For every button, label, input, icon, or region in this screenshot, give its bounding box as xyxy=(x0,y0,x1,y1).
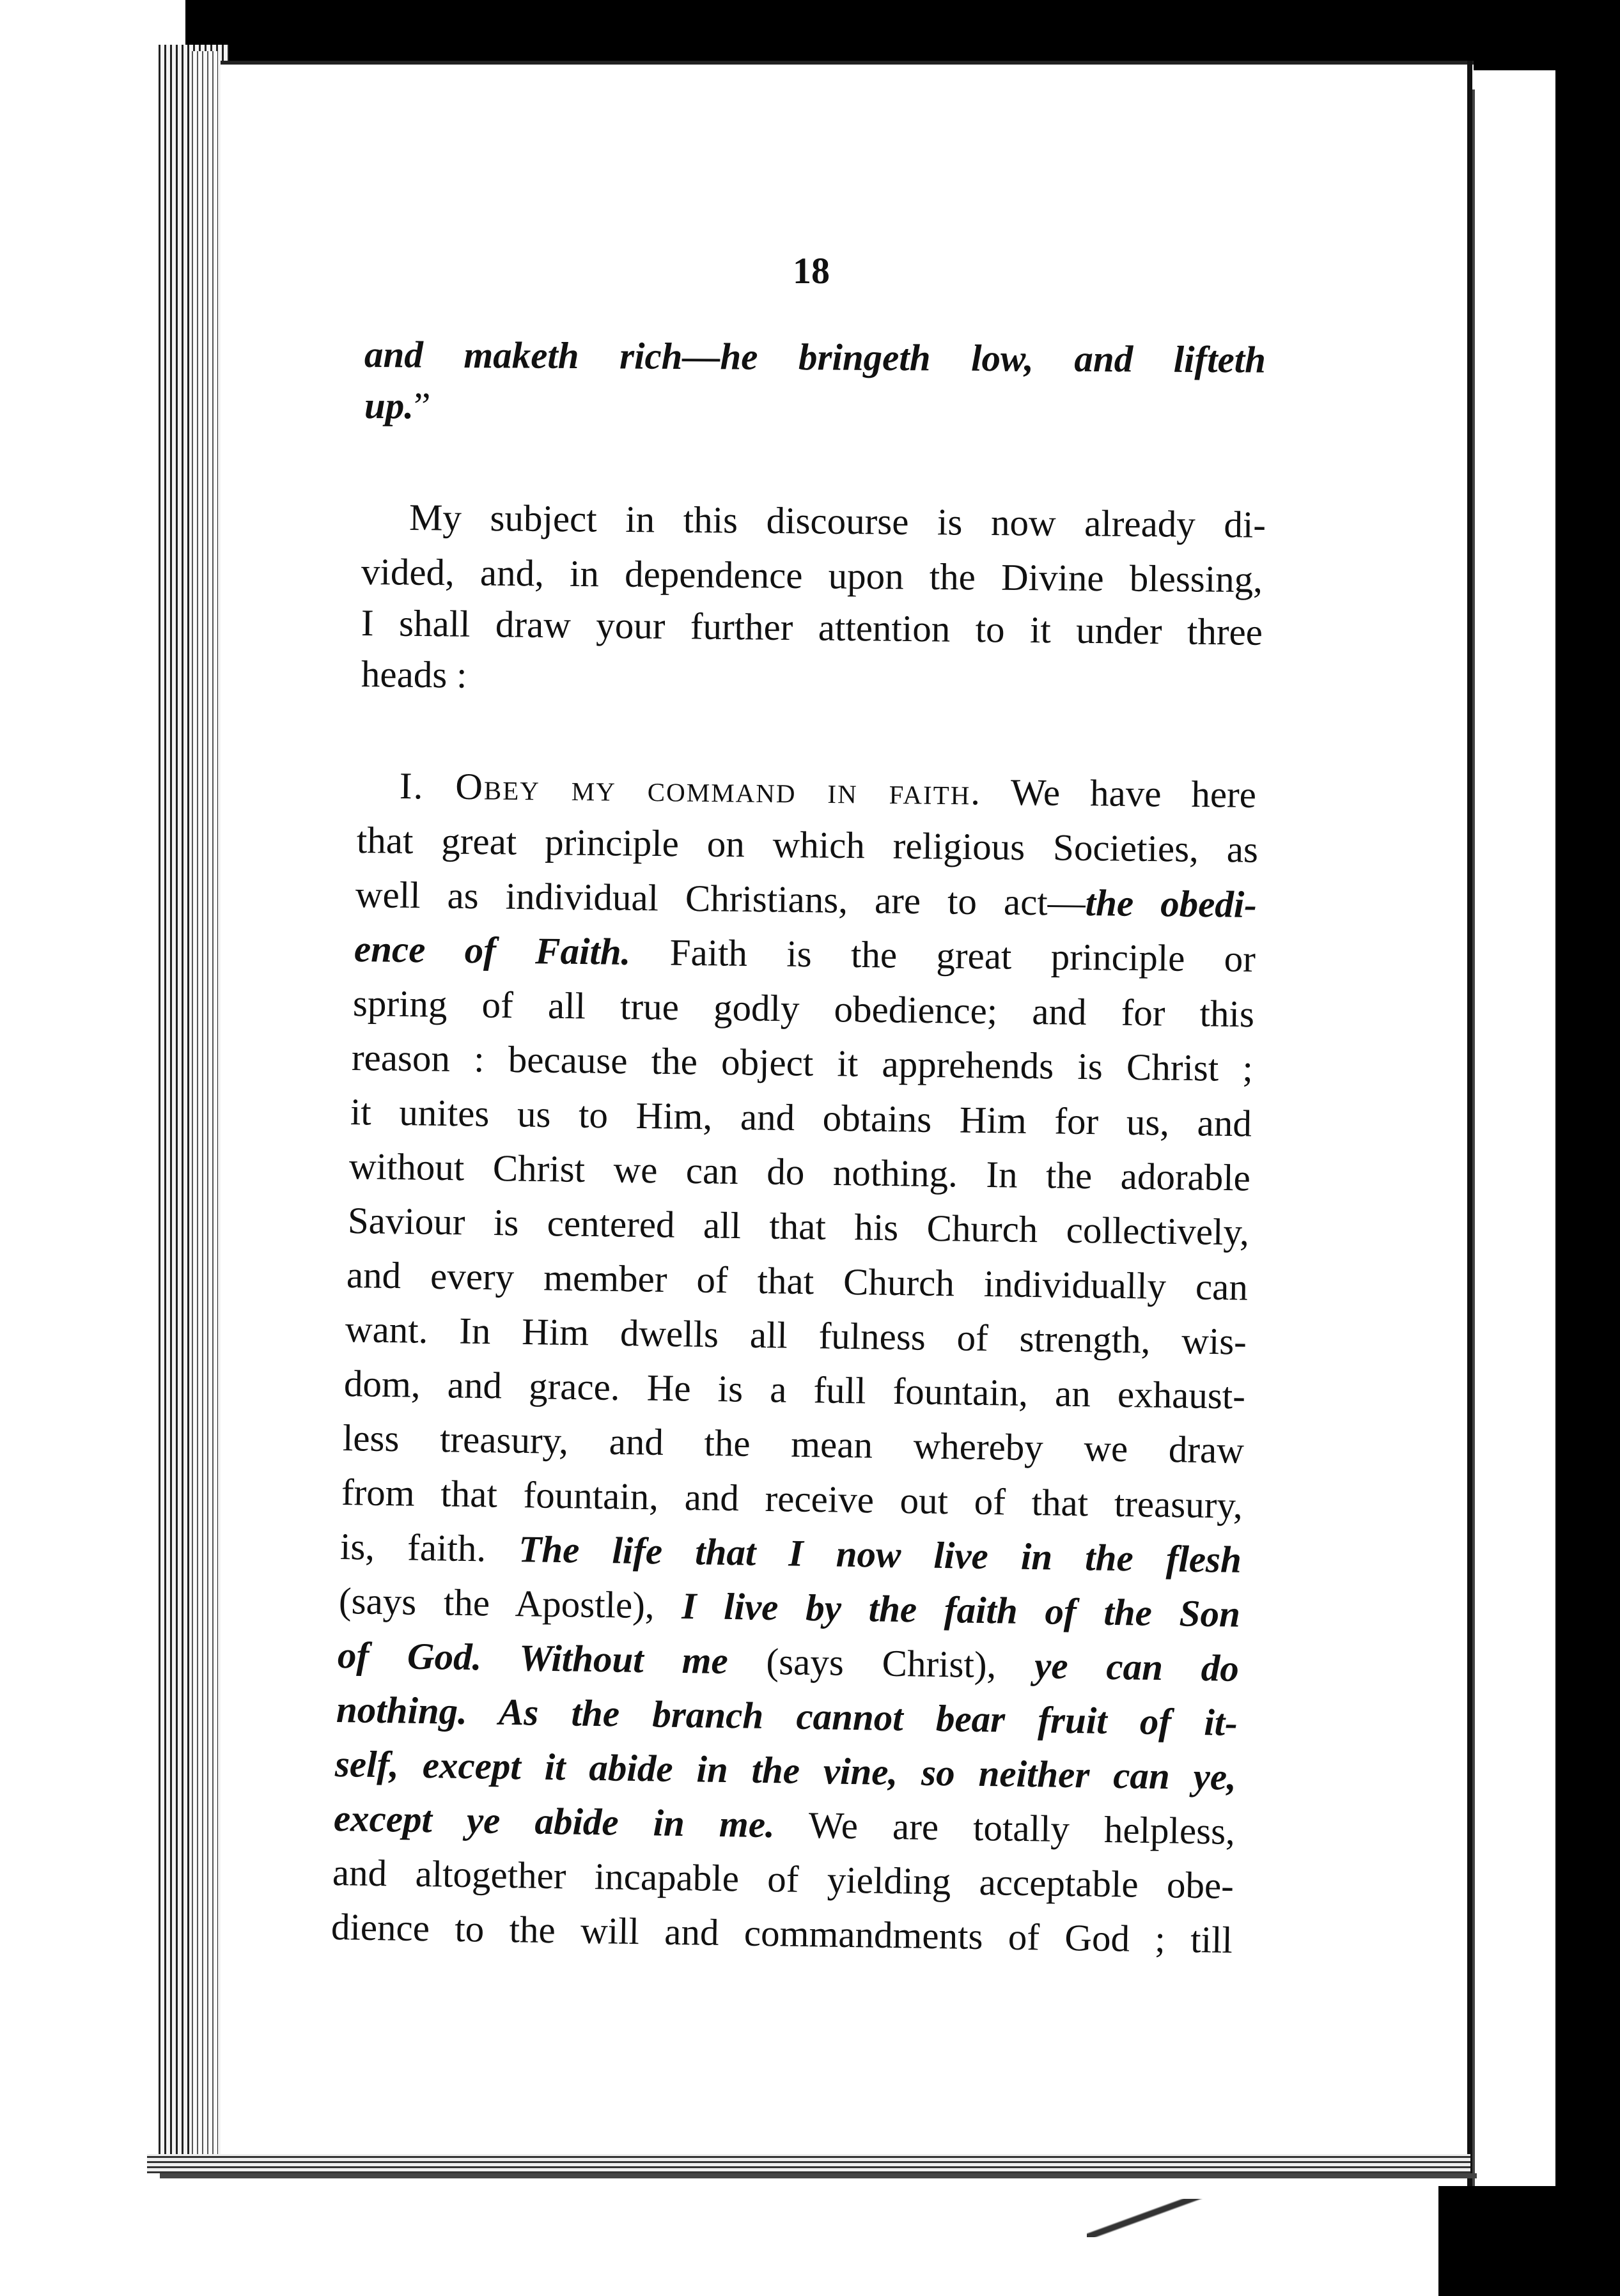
text-segment: want. In Him dwells all fulness of strength, wis- xyxy=(345,1308,1247,1363)
facing-page-edge xyxy=(1472,89,1558,2199)
text-segment: Faith is the great principle or xyxy=(630,930,1256,980)
page-number: 18 xyxy=(793,250,830,291)
text-segment: is, faith. xyxy=(339,1525,519,1571)
page-edge-stack-bottom xyxy=(147,2154,1470,2173)
text-line xyxy=(400,764,1257,817)
text-segment: the obedi- xyxy=(1085,881,1258,926)
text-segment: We are totally helpless, xyxy=(774,1803,1236,1852)
text-segment: that great principle on which religious Societies, as xyxy=(356,819,1259,871)
text-segment: and maketh rich—he bringeth low, and lifteth xyxy=(364,333,1266,381)
text-segment: from that fountain, and receive out of that treasury, xyxy=(341,1471,1243,1526)
text-segment: and every member of that Church individually can xyxy=(346,1253,1249,1308)
text-segment: ye can do xyxy=(1034,1644,1240,1689)
text-segment: less treasury, and the mean whereby we draw xyxy=(342,1416,1245,1471)
text-segment: nothing. As the branch cannot bear fruit of it- xyxy=(336,1688,1238,1744)
text-segment: vided, and, in dependence upon the Divine blessing, xyxy=(361,550,1263,601)
text-segment: it unites us to Him, and obtains Him for us, and xyxy=(350,1090,1252,1145)
text-line xyxy=(361,550,1263,601)
page-edge-stack-inner xyxy=(192,51,217,2173)
text-segment: and altogether incapable of yielding acceptable obe- xyxy=(332,1851,1234,1907)
scanner-background-right xyxy=(1555,70,1620,2296)
text-segment: My subject in this discourse is now already di- xyxy=(409,496,1266,546)
text-segment: The life that I now live in the flesh xyxy=(518,1528,1242,1581)
text-line xyxy=(409,495,1266,547)
text-segment: I shall draw your further attention to it under three xyxy=(361,601,1263,653)
text-segment: I. Obey my command in faith. xyxy=(399,764,982,813)
scan-artifact-mark xyxy=(1087,2199,1215,2237)
scanner-background-top xyxy=(0,0,1620,70)
text-segment: We have here xyxy=(981,770,1257,816)
text-segment: Saviour is centered all that his Church collectively, xyxy=(347,1199,1250,1253)
text-segment: (says the Apostle), xyxy=(338,1579,682,1627)
text-segment: self, except it abide in the vine, so neither can ye, xyxy=(334,1742,1237,1798)
text-segment: I live by the faith of the Son xyxy=(681,1584,1241,1635)
scanner-background-top-left xyxy=(0,0,185,70)
text-segment: spring of all true godly obedience; and for this xyxy=(352,982,1255,1036)
text-segment: well as individual Christians, are to act— xyxy=(355,873,1086,924)
text-segment: reason : because the object it apprehends is Christ ; xyxy=(351,1036,1254,1090)
text-segment: without Christ we can do nothing. In the adorable xyxy=(348,1145,1251,1199)
scanner-background-bottom-right xyxy=(1438,2186,1620,2296)
page-fold-right xyxy=(1467,61,1472,2196)
text-line xyxy=(361,652,515,698)
text-segment: up. xyxy=(364,384,414,427)
text-line xyxy=(361,601,1263,655)
text-segment: dience to the will and commandments of God ; till xyxy=(331,1905,1233,1961)
text-line xyxy=(357,818,1259,872)
text-segment: heads : xyxy=(361,653,467,696)
text-segment: except ye abide in me. xyxy=(333,1797,775,1846)
text-segment: (says Christ), xyxy=(728,1640,1035,1687)
page-edge-bottom-line xyxy=(160,2173,1477,2178)
text-segment: ” xyxy=(413,384,431,427)
text-line xyxy=(364,384,492,428)
text-line xyxy=(364,332,1266,382)
text-segment: ence of Faith. xyxy=(354,927,631,973)
text-segment: dom, and grace. He is a full fountain, an exhaust- xyxy=(343,1362,1246,1417)
text-segment: of God. Without me xyxy=(337,1634,729,1682)
